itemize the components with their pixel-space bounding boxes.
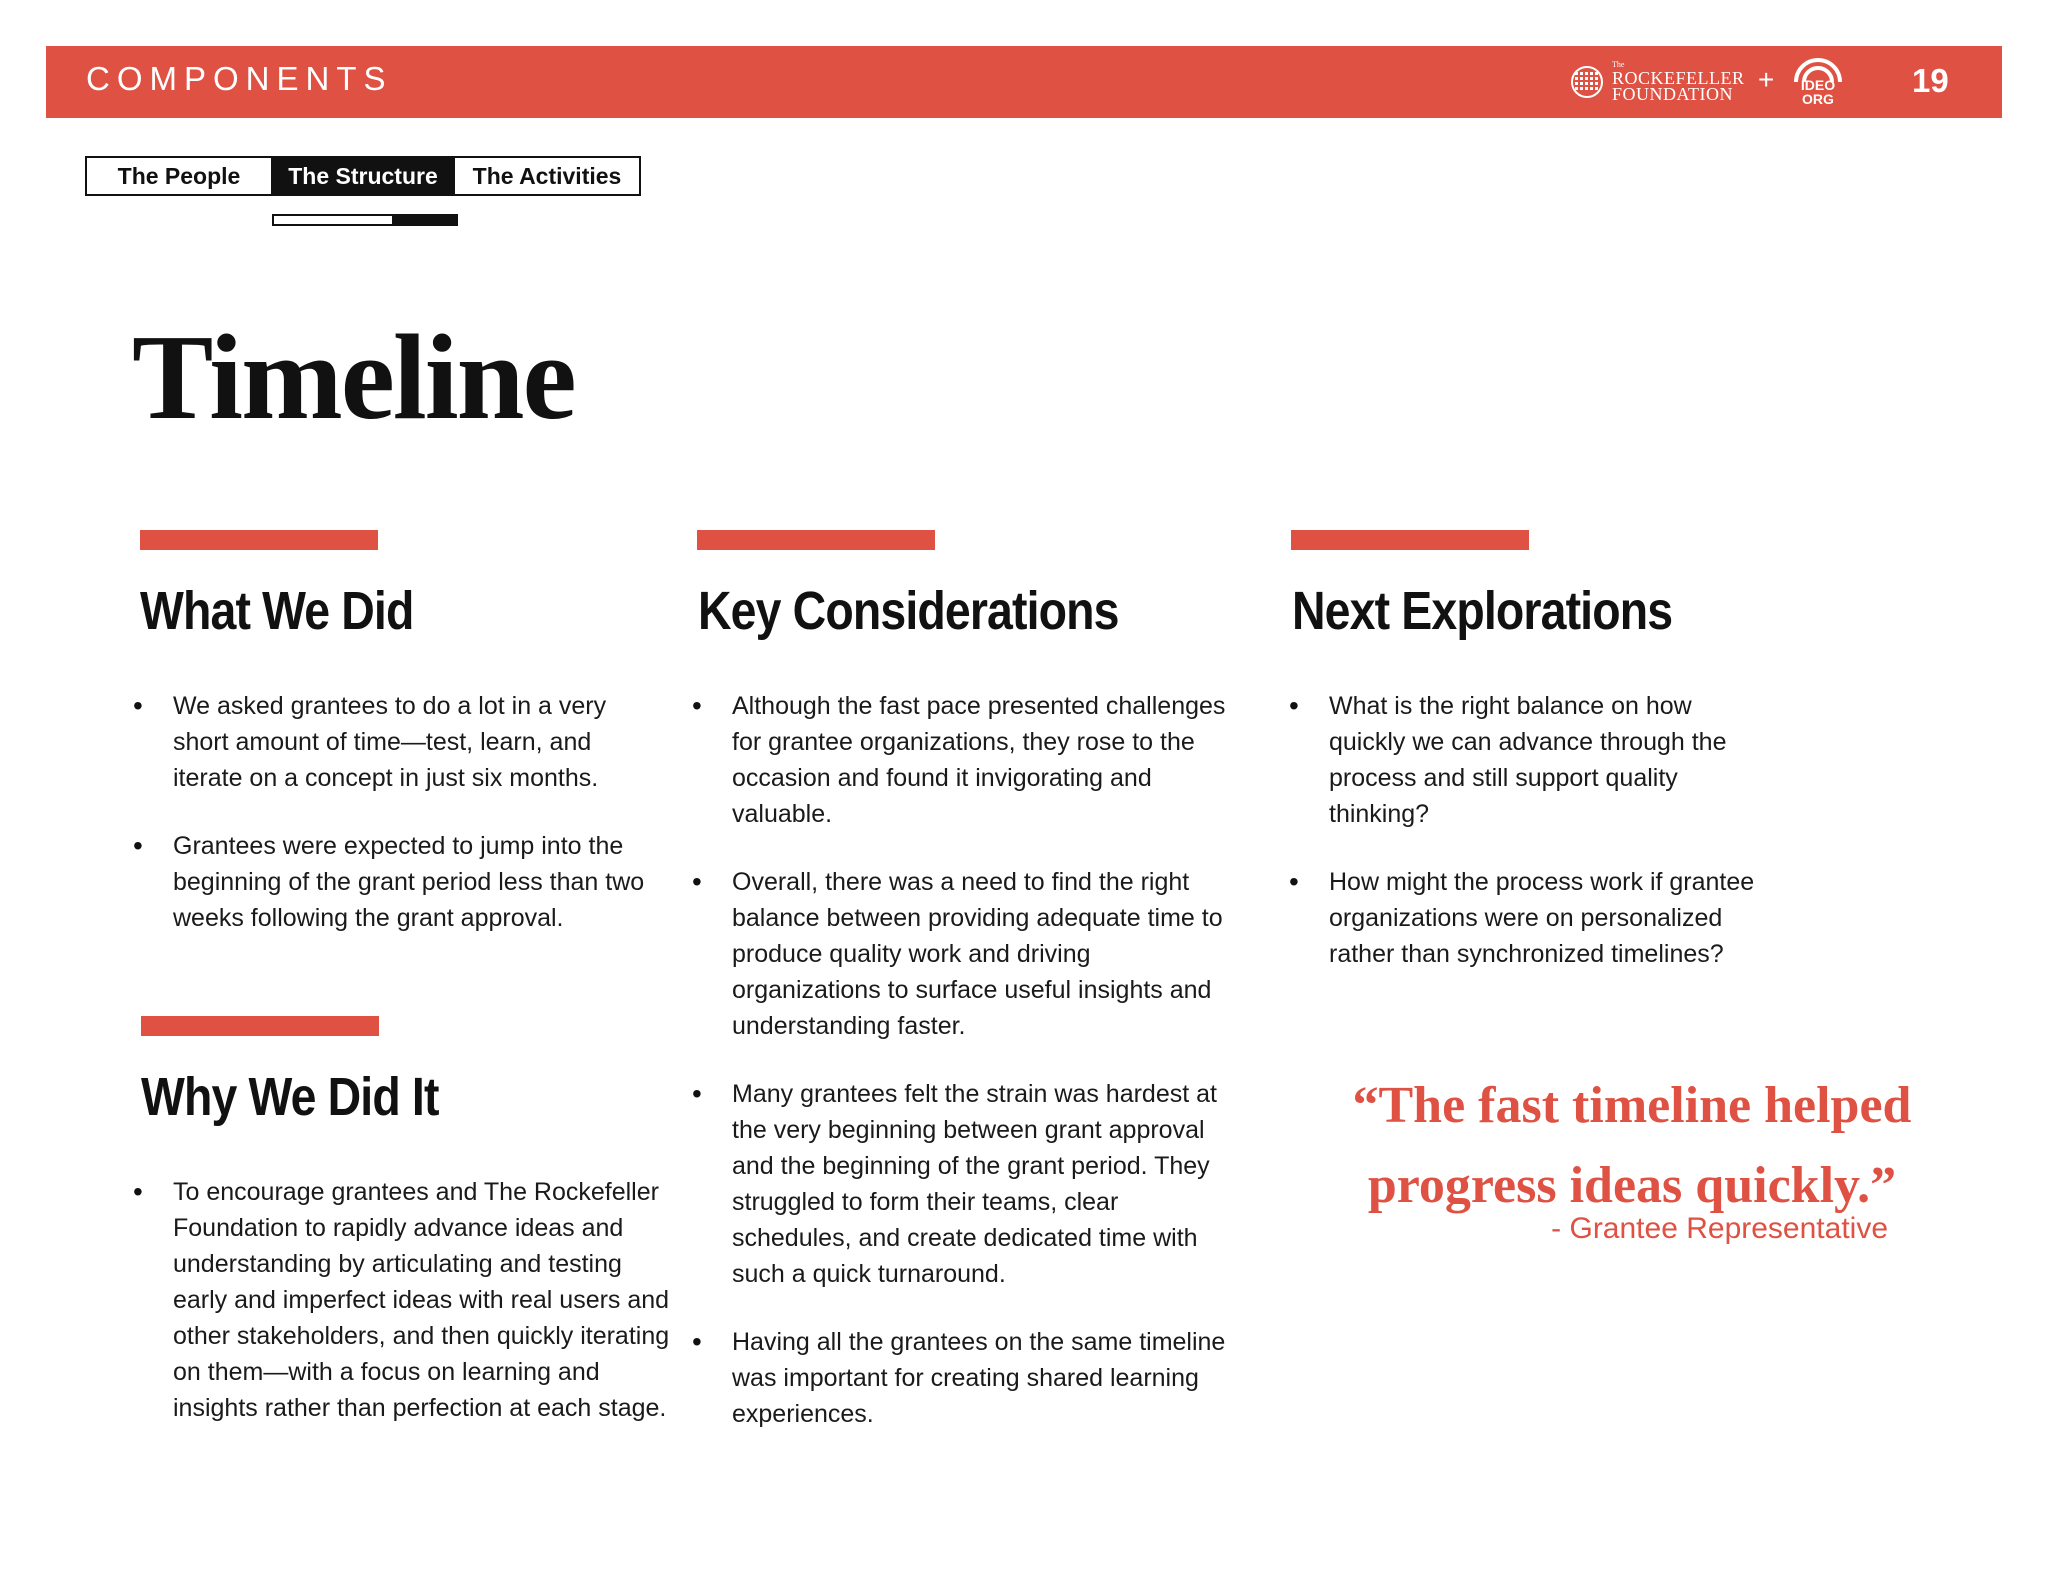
accent-bar-key-considerations [697,530,935,550]
list-item: • Many grantees felt the strain was hardest at the very beginning between grant approval and the beginning of the grant period. They struggled to form their teams, clear schedules, and create dedicated time with such a quick turnaround. [692,1076,1232,1292]
section-progress-bar [272,214,458,226]
logo-the-text: The [1612,60,1625,69]
list-item: • Overall, there was a need to find the right balance between providing adequate time to produce quality work and driving organizations to surface useful insights and understanding faster. [692,864,1232,1044]
logo-rockefeller-text: ROCKEFELLER [1612,68,1745,88]
list-item: • How might the process work if grantee organizations were on personalized rather than synchronized timelines? [1289,864,1769,972]
heading-why-we-did-it: Why We Did It [141,1067,439,1127]
page-title: Timeline [132,310,575,445]
tab-the-structure[interactable]: The Structure [271,158,455,194]
accent-bar-why-we-did-it [141,1016,379,1036]
heading-what-we-did: What We Did [140,581,414,641]
header-bar [46,46,2002,118]
tab-the-people[interactable]: The People [87,158,271,194]
quote-attribution: - Grantee Representative [1551,1212,1888,1245]
list-item: • Grantees were expected to jump into the beginning of the grant period less than two weeks following the grant approval. [133,828,653,936]
heading-next-explorations: Next Explorations [1292,581,1673,641]
list-what-we-did [133,688,653,968]
ideo-org-logo [1790,56,1846,108]
logo-foundation-text: FOUNDATION [1612,84,1733,104]
list-item: • We asked grantees to do a lot in a very short amount of time—test, learn, and iterate on a concept in just six months. [133,688,653,796]
list-item: • Although the fast pace presented challenges for grantee organizations, they rose to the occasion and found it invigorating and valuable. [692,688,1232,832]
list-item: • To encourage grantees and The Rockefeller Foundation to rapidly advance ideas and understanding by articulating and testing early and imperfect ideas with real users and other stakeholders, and then quickly iterating on them—with a focus on learning and insights rather than perfection at each stage. [133,1174,673,1426]
page-number: 19 [1912,62,1949,99]
org-text: ORG [1802,91,1834,107]
section-tabs [85,156,641,196]
rockefeller-foundation-logo [1570,58,1790,106]
list-why-we-did-it [133,1174,673,1458]
accent-bar-next-explorations [1291,530,1529,550]
list-key-considerations [692,688,1232,1464]
list-item: • Having all the grantees on the same timeline was important for creating shared learning experiences. [692,1324,1232,1432]
accent-bar-what-we-did [140,530,378,550]
plus-sign: + [1758,64,1775,95]
ideo-text: IDEO [1800,77,1836,93]
tab-the-activities[interactable]: The Activities [455,158,639,194]
list-next-explorations [1289,688,1769,1004]
heading-key-considerations: Key Considerations [698,581,1119,641]
progress-fill [392,216,456,224]
list-item: • What is the right balance on how quickly we can advance through the process and still support quality thinking? [1289,688,1769,832]
rockefeller-globe-icon [1570,62,1604,102]
pull-quote: “The fast timeline helped progress ideas quickly.” [1352,1077,1912,1214]
section-label: COMPONENTS [86,60,393,97]
